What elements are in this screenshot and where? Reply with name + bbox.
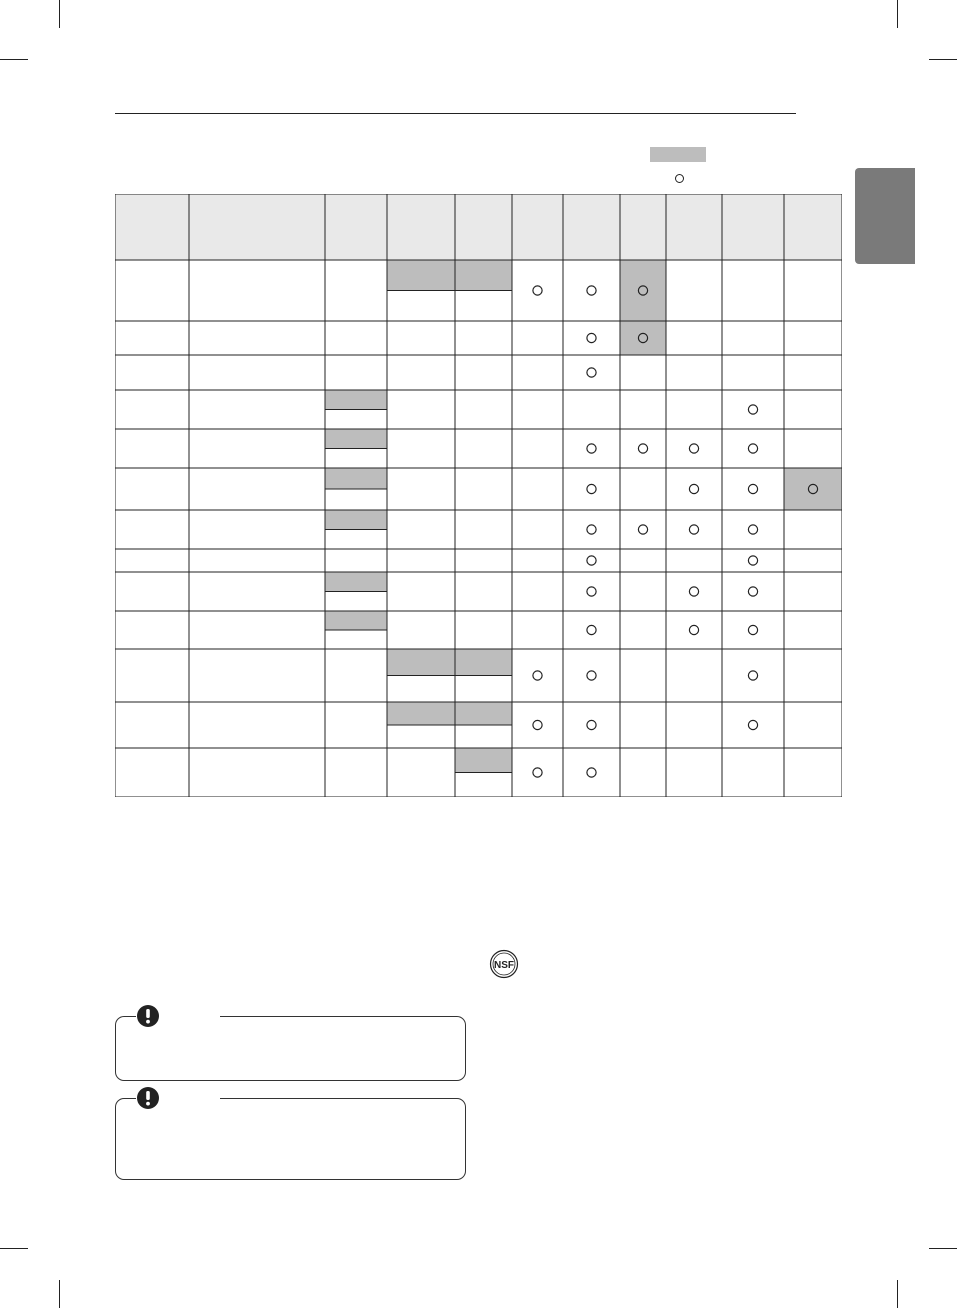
circle-mark-icon <box>587 587 596 596</box>
table-grid <box>115 194 842 797</box>
crop-mark <box>897 1280 898 1308</box>
circle-mark-icon <box>748 720 757 729</box>
shaded-cell <box>325 429 387 449</box>
exclamation-icon <box>136 1004 160 1028</box>
circle-mark-icon <box>533 671 542 680</box>
shaded-cell <box>620 260 666 321</box>
circle-mark-icon <box>533 286 542 295</box>
header-row <box>115 194 842 260</box>
shaded-cell <box>784 468 842 510</box>
circle-mark-icon <box>689 484 698 493</box>
nsf-logo-text: NSF <box>494 960 514 971</box>
circle-mark-icon <box>638 525 647 534</box>
circle-mark-icon <box>587 525 596 534</box>
crop-mark <box>929 1248 957 1249</box>
circle-mark-icon <box>748 556 757 565</box>
note-box <box>115 1098 466 1180</box>
circle-mark-icon <box>587 625 596 634</box>
circle-mark-icon <box>748 405 757 414</box>
shaded-cell <box>325 390 387 410</box>
note-box <box>115 1016 466 1081</box>
circle-mark-icon <box>587 768 596 777</box>
shaded-cell <box>325 611 387 630</box>
circle-mark-icon <box>689 525 698 534</box>
shaded-cell <box>455 649 512 676</box>
circle-mark-icon <box>587 484 596 493</box>
shaded-cell <box>455 748 512 773</box>
section-tab <box>855 168 915 264</box>
legend-circle-mark-icon <box>675 170 684 188</box>
circle-mark-icon <box>587 286 596 295</box>
crop-mark <box>929 59 957 60</box>
circle-mark-icon <box>748 587 757 596</box>
circle-mark-icon <box>748 525 757 534</box>
legend-shaded-swatch <box>650 147 706 162</box>
crop-mark <box>59 0 60 28</box>
shaded-cell <box>387 702 455 725</box>
crop-mark <box>59 1280 60 1308</box>
circle-mark-icon <box>587 444 596 453</box>
circle-mark-icon <box>689 625 698 634</box>
shaded-cell <box>455 260 512 291</box>
circle-mark-icon <box>587 556 596 565</box>
shaded-cell <box>325 468 387 489</box>
circle-mark-icon <box>533 768 542 777</box>
circle-mark-icon <box>748 484 757 493</box>
crop-mark <box>0 59 28 60</box>
circle-mark-icon <box>748 444 757 453</box>
shaded-cell <box>387 649 455 676</box>
circle-mark-icon <box>748 671 757 680</box>
shaded-cell <box>325 572 387 592</box>
circle-mark-icon <box>689 587 698 596</box>
circle-mark-icon <box>587 720 596 729</box>
shaded-cell <box>387 260 455 291</box>
shaded-cell <box>325 510 387 530</box>
crop-mark <box>0 1248 28 1249</box>
performance-table <box>115 194 842 797</box>
circle-mark-icon <box>689 444 698 453</box>
circle-mark-icon <box>748 625 757 634</box>
header-rule <box>115 113 796 114</box>
shaded-cell <box>620 321 666 355</box>
circle-mark-icon <box>533 720 542 729</box>
circle-mark-icon <box>638 444 647 453</box>
shaded-cell <box>455 702 512 725</box>
circle-mark-icon <box>587 671 596 680</box>
crop-mark <box>897 0 898 28</box>
exclamation-icon <box>136 1086 160 1110</box>
circle-mark-icon <box>587 368 596 377</box>
circle-mark-icon <box>587 333 596 342</box>
nsf-logo <box>489 949 519 984</box>
